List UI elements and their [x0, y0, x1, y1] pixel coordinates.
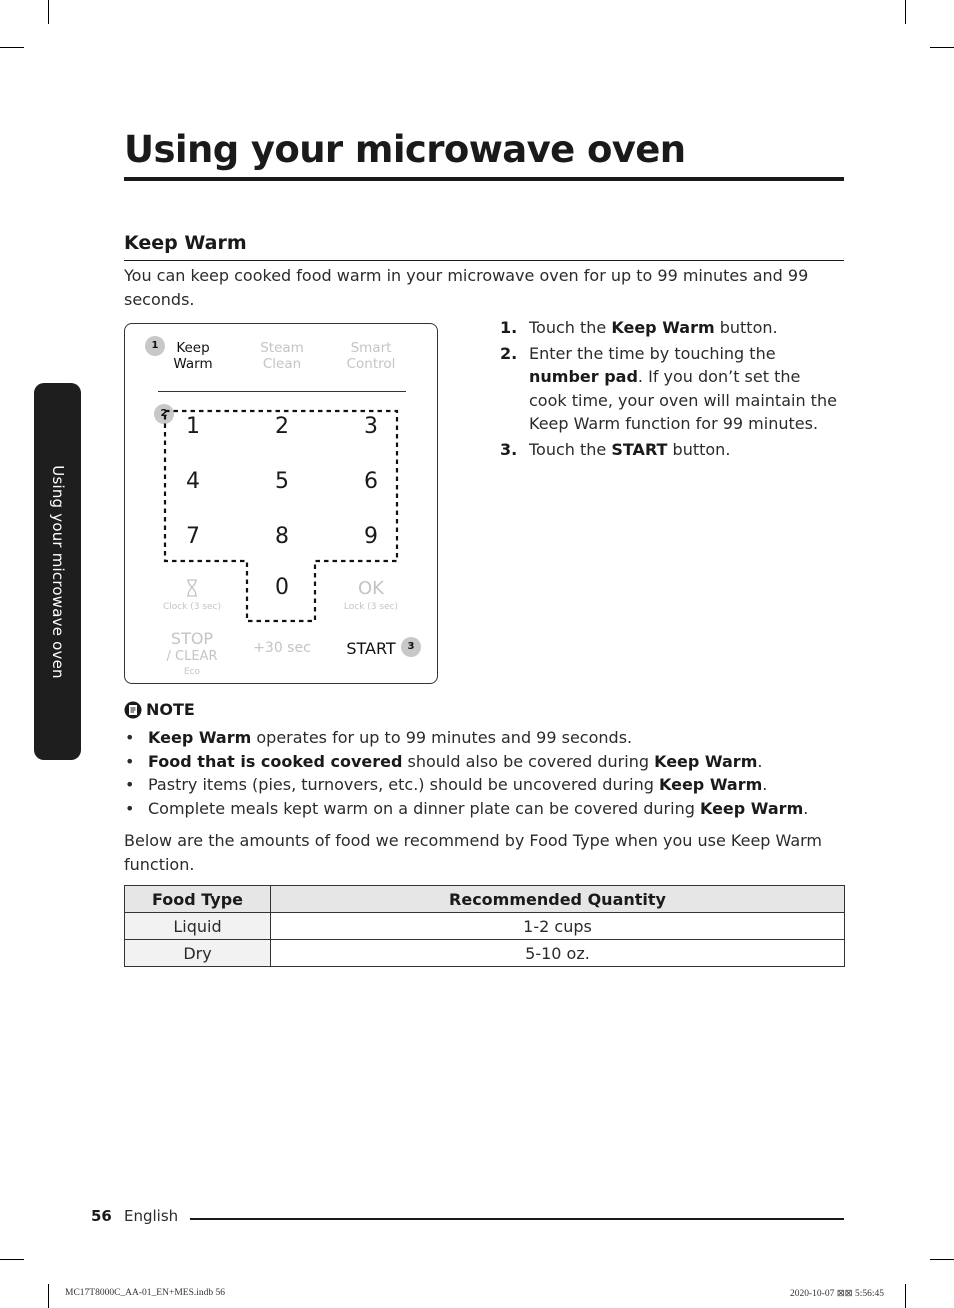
- note-list: [124, 726, 844, 820]
- smart-control-line2: Control: [346, 356, 396, 372]
- step-item: [500, 342, 840, 436]
- print-slug-right: 2020-10-07 ⊠⊠ 5:56:45: [790, 1289, 885, 1299]
- side-chapter-tab: [34, 383, 81, 760]
- step-item: [500, 316, 840, 340]
- step-text: Touch the: [529, 318, 612, 337]
- steam-clean-line2: Clean: [262, 356, 302, 372]
- digit-0: 0: [275, 575, 289, 600]
- table-cell: 1-2 cups: [271, 913, 845, 940]
- step-text: Touch the: [529, 439, 612, 459]
- step-badge-2: 2: [154, 404, 174, 424]
- footer-rule: [190, 1218, 844, 1220]
- crop-mark: [0, 1259, 24, 1260]
- note-text: .: [762, 775, 768, 794]
- crop-mark: [905, 0, 906, 24]
- table-row: [125, 940, 845, 967]
- keep-warm-line2: Warm: [173, 356, 213, 372]
- digit-7: 7: [186, 524, 200, 549]
- digit-6: 6: [364, 469, 378, 494]
- step-text: button.: [667, 439, 731, 459]
- instruction-steps: [500, 316, 840, 463]
- keep-warm-line1: Keep: [176, 340, 210, 356]
- print-slug-left: MC17T8000C_AA-01_EN+MES.indb 56: [65, 1288, 226, 1298]
- start-button: START: [346, 639, 396, 658]
- digit-1: 1: [186, 414, 200, 439]
- crop-mark: [48, 0, 49, 24]
- crop-mark: [930, 1259, 954, 1260]
- hourglass-icon: [185, 579, 199, 597]
- note-heading: [124, 700, 195, 719]
- clear-label: / CLEAR: [166, 649, 218, 664]
- food-quantity-table: [124, 885, 845, 967]
- note-item: [124, 750, 844, 774]
- table-cell: 5-10 oz.: [271, 940, 845, 967]
- step-number: 2.: [500, 343, 518, 363]
- note-text: operates for up to 99 minutes and 99 seconds.: [251, 728, 633, 747]
- side-tab-label: Using your microwave oven: [48, 464, 67, 679]
- section-rule: [124, 260, 844, 261]
- note-bold: Keep Warm: [658, 775, 763, 794]
- crop-mark: [930, 47, 954, 48]
- footer-language: English: [124, 1207, 179, 1225]
- digit-8: 8: [275, 524, 289, 549]
- column-header: Recommended Quantity: [271, 886, 845, 913]
- note-text: should also be covered during: [402, 751, 655, 771]
- digit-9: 9: [364, 524, 378, 549]
- page-title: Using your microwave oven: [124, 128, 686, 171]
- digit-2: 2: [275, 414, 289, 439]
- step-bold: Keep Warm: [611, 318, 715, 337]
- step-text: Enter the time by touching the: [529, 343, 776, 363]
- crop-mark: [0, 47, 24, 48]
- note-label: NOTE: [146, 700, 195, 719]
- step-number: 1.: [500, 318, 518, 337]
- note-icon: [124, 701, 142, 719]
- note-item: [124, 773, 844, 797]
- step-text: button.: [714, 318, 778, 337]
- note-text: .: [803, 798, 809, 818]
- note-bold: Keep Warm: [654, 751, 758, 771]
- clock-label: Clock (3 sec): [162, 602, 222, 612]
- note-bold: Food that is cooked covered: [148, 751, 403, 771]
- smart-control-line1: Smart: [350, 340, 392, 356]
- step-item: [500, 438, 840, 462]
- page-number: 56: [91, 1207, 112, 1225]
- steam-clean-line1: Steam: [260, 340, 304, 356]
- digit-3: 3: [364, 414, 378, 439]
- note-item: [124, 726, 844, 750]
- note-bold: Keep Warm: [148, 728, 252, 747]
- step-text: . If you don’t set the cook time, your oven will maintain the Keep Warm function for 99 minutes.: [529, 367, 837, 433]
- table-cell: Dry: [125, 940, 271, 967]
- table-cell: Liquid: [125, 913, 271, 940]
- note-text: Complete meals kept warm on a dinner plate can be covered during: [148, 798, 700, 818]
- table-header-row: [125, 886, 845, 913]
- section-title: Keep Warm: [124, 232, 247, 254]
- note-item: [124, 797, 844, 821]
- ok-button: OK: [358, 578, 384, 599]
- step-badge-1: 1: [145, 336, 165, 356]
- step-bold: number pad: [529, 367, 638, 386]
- digit-5: 5: [275, 469, 289, 494]
- section-intro: You can keep cooked food warm in your microwave oven for up to 99 minutes and 99 seconds.: [124, 266, 809, 309]
- eco-label: Eco: [183, 667, 201, 677]
- crop-mark: [905, 1284, 906, 1308]
- table-row: [125, 913, 845, 940]
- column-header: Food Type: [125, 886, 271, 913]
- stop-button: STOP: [170, 629, 214, 648]
- plus30-button: +30 sec: [253, 640, 311, 656]
- recommend-paragraph: Below are the amounts of food we recommend by Food Type when you use Keep Warm function.: [124, 831, 823, 874]
- step-number: 3.: [500, 439, 518, 459]
- step-badge-3: 3: [401, 637, 421, 657]
- control-panel-illustration: [124, 323, 438, 684]
- step-bold: START: [611, 439, 668, 459]
- note-bold: Keep Warm: [699, 798, 804, 818]
- note-text: .: [757, 751, 763, 771]
- note-text: Pastry items (pies, turnovers, etc.) should be uncovered during: [148, 775, 659, 794]
- lock-label: Lock (3 sec): [343, 602, 399, 612]
- title-rule: [124, 177, 844, 181]
- digit-4: 4: [186, 469, 200, 494]
- crop-mark: [48, 1284, 49, 1308]
